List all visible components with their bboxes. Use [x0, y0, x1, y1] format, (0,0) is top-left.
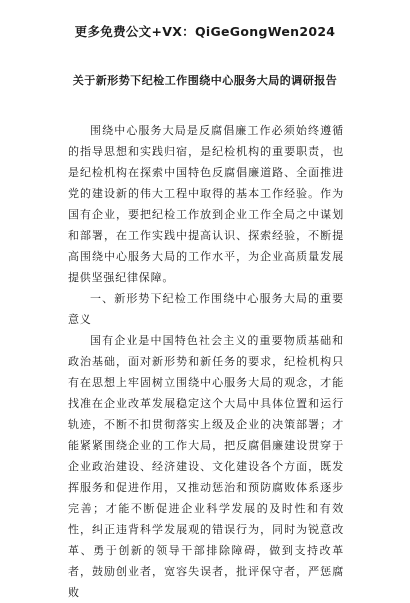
document-title: 关于新形势下纪检工作围绕中心服务大局的调研报告	[72, 74, 338, 87]
body-paragraph: 国有企业是中国特色社会主义的重要物质基础和政治基础，面对新形势和新任务的要求，纪检机构只有在思想上牢固树立围绕中心服务大局的观念，才能找准在企业改革发展稳定这个大局中具体位置和运行轨迹，不断不扣贯彻落实上级及企业的决策部署；才能紧紧围绕企业的工作大局，把反腐倡廉建设贯穿于企业政治建设、经济建设、文化建设各个方面，既发挥服务和促进作用，又推动惩治和预防腐败体系逐步完善；才能不断促进企业科学发展的及时性和有效性，纠正违背科学发展观的错误行为，同时为锐意改革、勇于创新的领导干部排除障碍，做到支持改革者，鼓励创业者，宽容失误者，批评保守者，严惩腐败	[68, 334, 344, 599]
document-body	[68, 120, 344, 603]
intro-paragraph: 围绕中心服务大局是反腐倡廉工作必须始终遵循的指导思想和实践归宿，是纪检机构的重要职责，也是纪检机构在探索中国特色反腐倡廉道路、全面推进党的建设新的伟大工程中取得的基本工作经验。作为国有企业，要把纪检工作放到企业工作全局之中谋划和部署，在工作实践中提高认识、探索经验，不断提高围绕中心服务大局的工作水平，为企业高质量发展提供坚强纪律保障。	[68, 124, 344, 284]
promo-header: 更多免费公文+VX：QiGeGongWen2024	[74, 24, 336, 39]
section-heading: 一、新形势下纪检工作围绕中心服务大局的重要意义	[68, 292, 344, 326]
